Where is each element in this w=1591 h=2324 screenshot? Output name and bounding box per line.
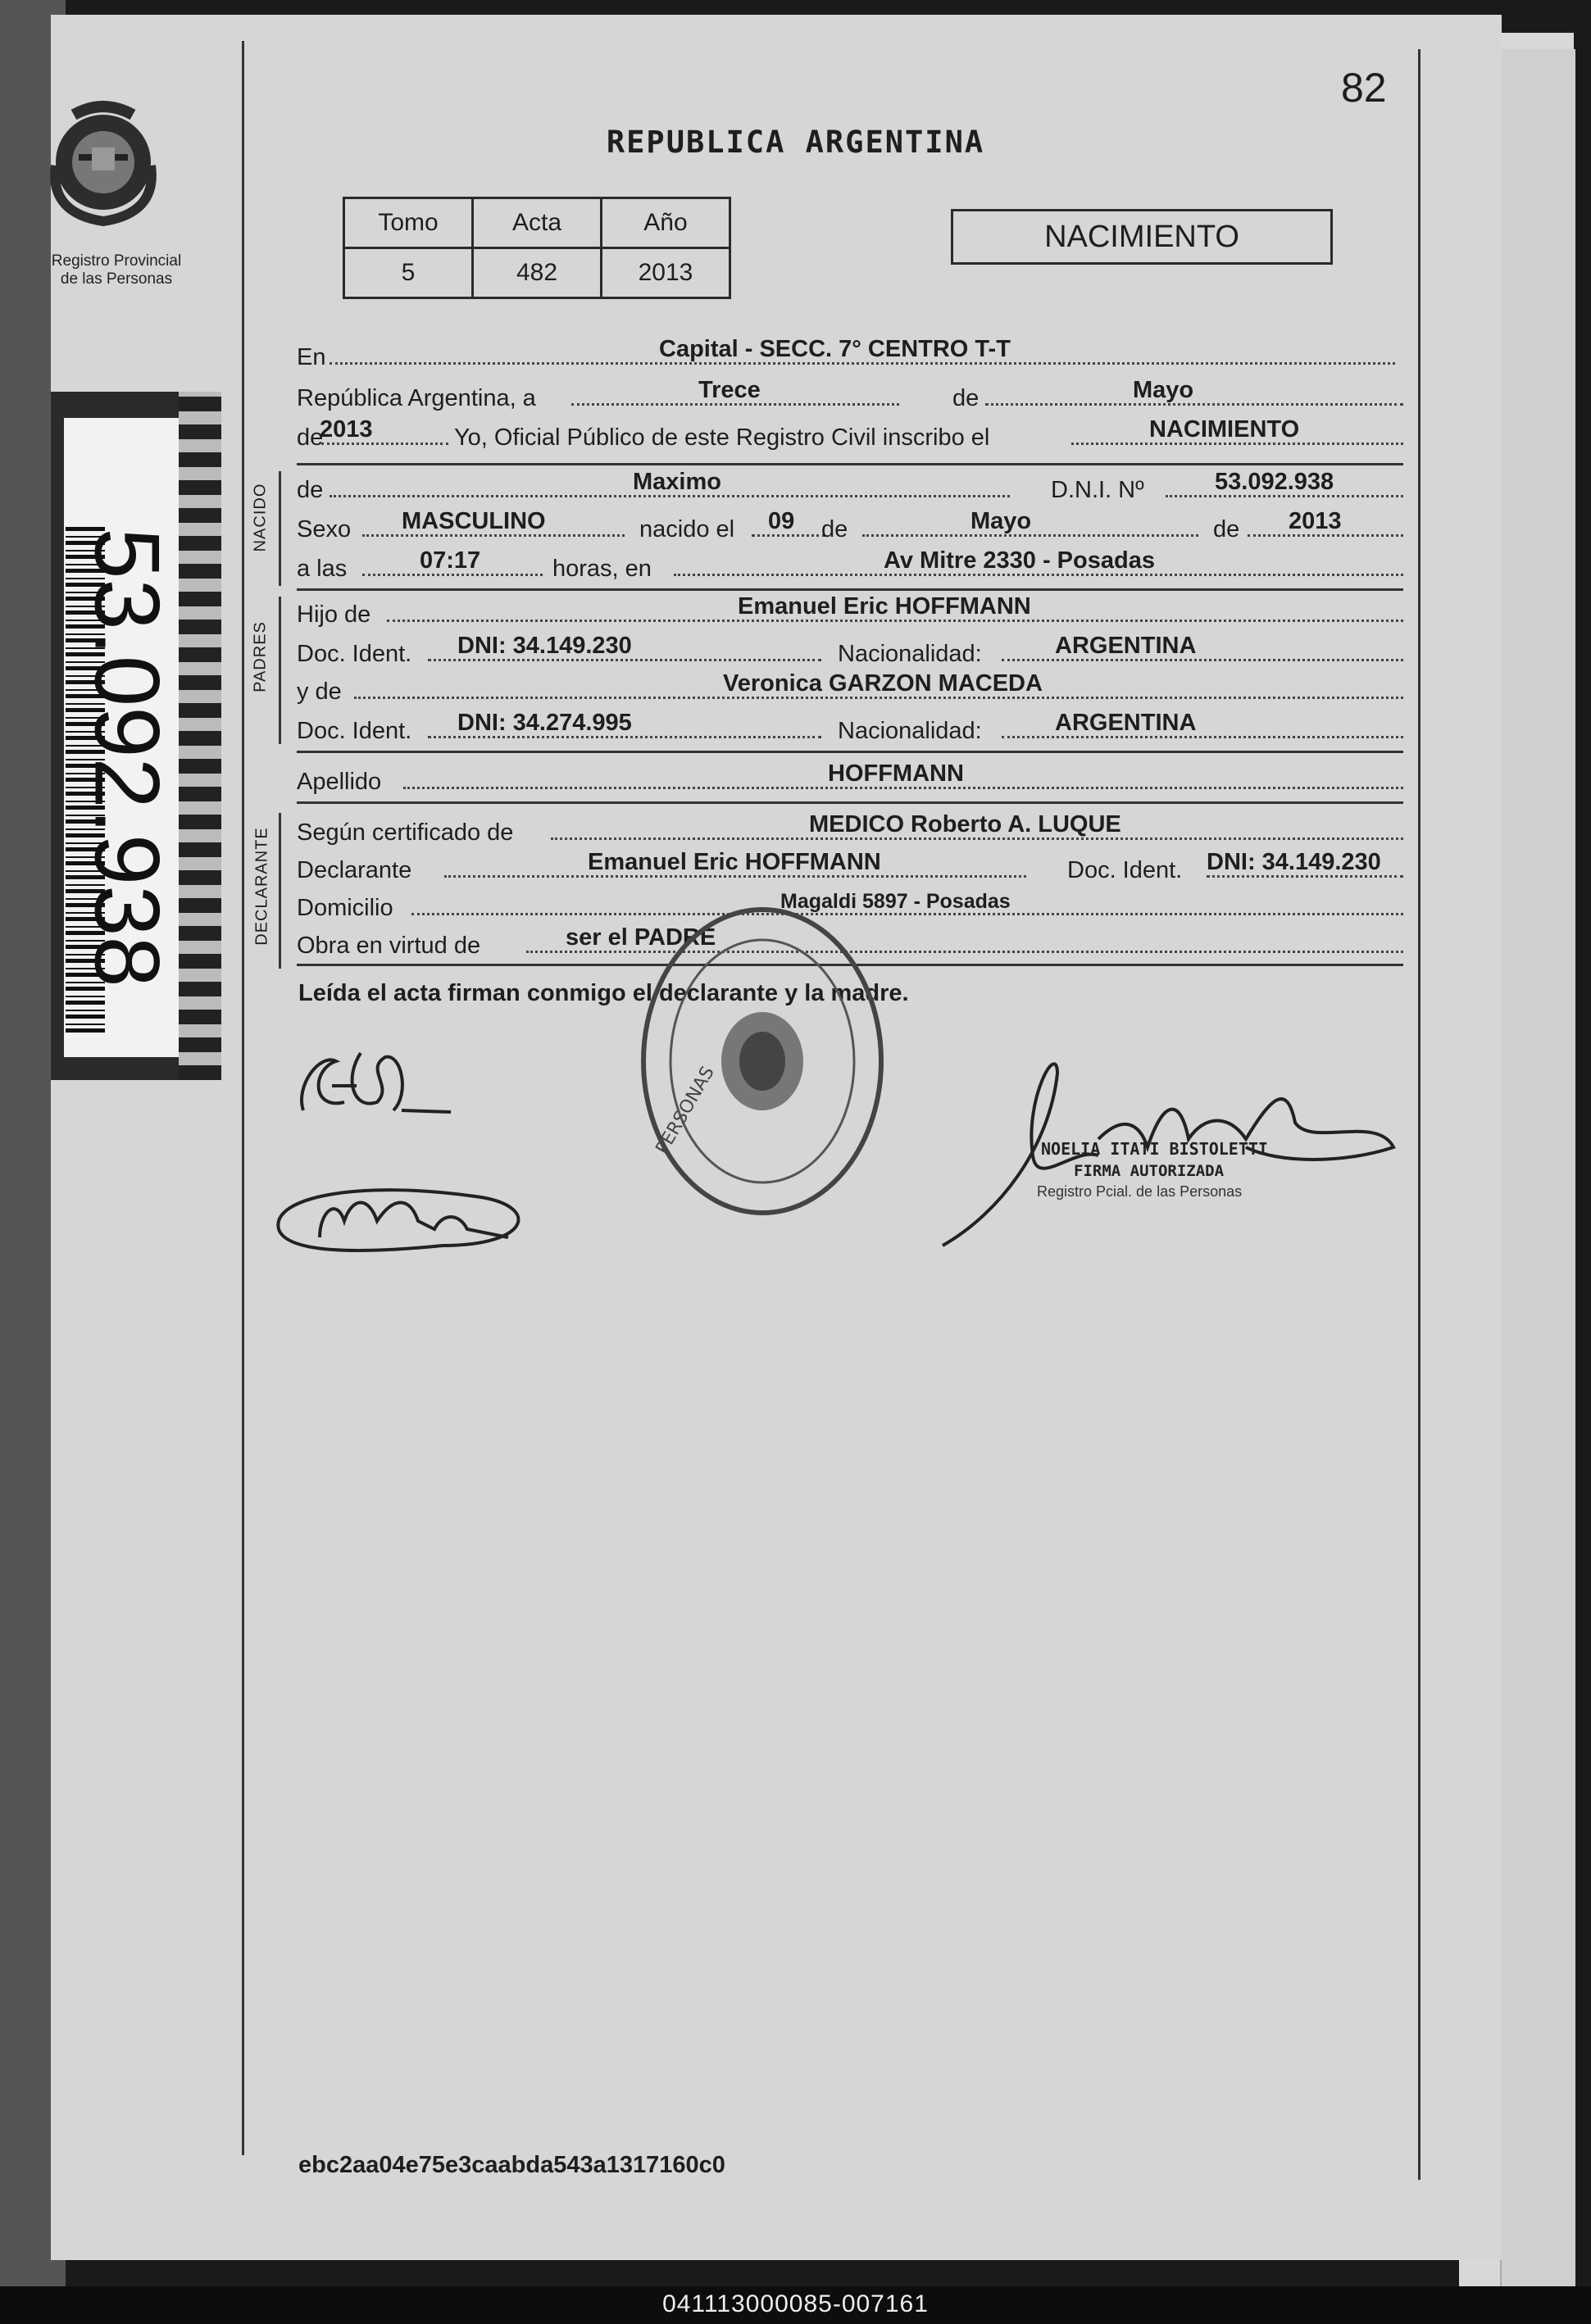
label-dni: D.N.I. Nº [1051,477,1144,503]
side-label-nacido: NACIDO [251,483,270,552]
value-obra: ser el PADRE [566,924,716,951]
label-doc-ident: Doc. Ident. [297,641,412,667]
value-nac-dia: 09 [768,508,795,534]
page-number: 82 [1341,65,1387,111]
section-bracket [279,597,281,744]
label-en: En [297,344,326,370]
label-domicilio: Domicilio [297,895,393,921]
section-divider [297,463,1403,465]
section-divider [297,588,1403,591]
side-label-padres: PADRES [251,621,270,692]
ref-header-tomo: Tomo [344,198,473,248]
value-padre-nacionalidad: ARGENTINA [1055,633,1197,659]
value-tipo: NACIMIENTO [1149,416,1300,443]
value-apellido: HOFFMANN [828,760,964,787]
label-doc-ident-2: Doc. Ident. [297,718,412,744]
label-nacido-el: nacido el [639,516,735,542]
value-hora: 07:17 [420,547,481,574]
reference-table [343,197,731,299]
label-republica: República Argentina, a [297,385,536,411]
value-madre: Veronica GARZON MACEDA [723,670,1043,697]
row-hora [297,547,1403,592]
label-horas-en: horas, en [552,556,652,582]
label-apellido: Apellido [297,769,382,795]
value-nombre: Maximo [633,469,721,495]
mother-signature-icon [262,1164,574,1270]
label-y-de: y de [297,679,342,705]
label-de4: de [821,516,848,542]
official-seal-icon [623,885,902,1237]
value-domicilio: Magaldi 5897 - Posadas [780,890,1011,913]
left-margin-line [242,41,244,2155]
value-anio: 2013 [320,416,373,443]
barcode-border-pattern [179,392,221,1080]
official-name-stamp: NOELIA ITATI BISTOLETTI [1041,1139,1268,1159]
label-nacionalidad: Nacionalidad: [838,641,982,667]
declarant-signature-icon [287,1020,484,1135]
value-nac-anio: 2013 [1289,508,1342,534]
label-doc-ident-3: Doc. Ident. [1067,857,1183,883]
official-role-stamp: FIRMA AUTORIZADA [1074,1162,1225,1180]
value-nac-mes: Mayo [971,508,1032,534]
ref-value-anio: 2013 [602,248,730,298]
side-label-declarante: DECLARANTE [252,827,271,946]
closing-statement: Leída el acta firman conmigo el declarante y la madre. [298,980,909,1006]
value-jurisdiction: Capital - SECC. 7° CENTRO T-T [659,336,1011,362]
provincial-emblem-icon [49,90,189,246]
label-de: de [952,385,980,411]
label-obra: Obra en virtud de [297,933,481,959]
row-madre-doc [297,710,1403,754]
label-de5: de [1213,516,1240,542]
value-dni: 53.092.938 [1215,469,1334,495]
dotted-line [985,403,1403,406]
value-certificado: MEDICO Roberto A. LUQUE [809,811,1121,837]
ref-header-anio: Año [602,198,730,248]
document-hash: ebc2aa04e75e3caabda543a1317160c0 [298,2152,725,2178]
value-lugar: Av Mitre 2330 - Posadas [884,547,1155,574]
value-padre-doc: DNI: 34.149.230 [457,633,632,659]
ref-value-acta: 482 [473,248,602,298]
barcode-number: 53.092.938 [75,528,179,987]
label-de3: de [297,477,324,503]
label-sexo: Sexo [297,516,352,542]
label-nacionalidad-2: Nacionalidad: [838,718,982,744]
value-padre: Emanuel Eric HOFFMANN [738,593,1031,620]
ref-value-tomo: 5 [344,248,473,298]
record-type-box: NACIMIENTO [951,209,1333,265]
value-declarante-doc: DNI: 34.149.230 [1207,849,1381,875]
section-divider [297,751,1403,753]
label-yo-oficial: Yo, Oficial Público de este Registro Civil inscribo el [454,424,990,451]
value-mes: Mayo [1133,377,1194,403]
right-margin-line [1418,49,1421,2180]
label-declarante: Declarante [297,857,412,883]
row-inscripcion [297,416,1403,461]
label-de2: de [297,424,324,451]
registry-logo-text: Registro Provincial de las Personas [51,252,182,288]
footer-id: 041113000085-007161 [662,2290,929,2317]
row-apellido [297,760,1403,805]
value-madre-doc: DNI: 34.274.995 [457,710,632,736]
official-office-stamp: Registro Pcial. de las Personas [1037,1183,1243,1200]
value-dia: Trece [698,377,761,403]
value-declarante: Emanuel Eric HOFFMANN [588,849,881,875]
section-bracket [279,471,281,586]
label-a-las: a las [297,556,348,582]
label-segun-certificado: Según certificado de [297,819,514,846]
svg-text:PERSONAS: PERSONAS [652,1063,719,1158]
page-edges-back [1500,49,1575,2294]
document-title: REPUBLICA ARGENTINA [606,125,985,160]
value-madre-nacionalidad: ARGENTINA [1055,710,1197,736]
value-sexo: MASCULINO [402,508,546,534]
section-bracket [279,813,281,969]
row-en [297,336,1403,380]
ref-header-acta: Acta [473,198,602,248]
label-hijo-de: Hijo de [297,601,371,628]
section-divider [297,801,1403,804]
